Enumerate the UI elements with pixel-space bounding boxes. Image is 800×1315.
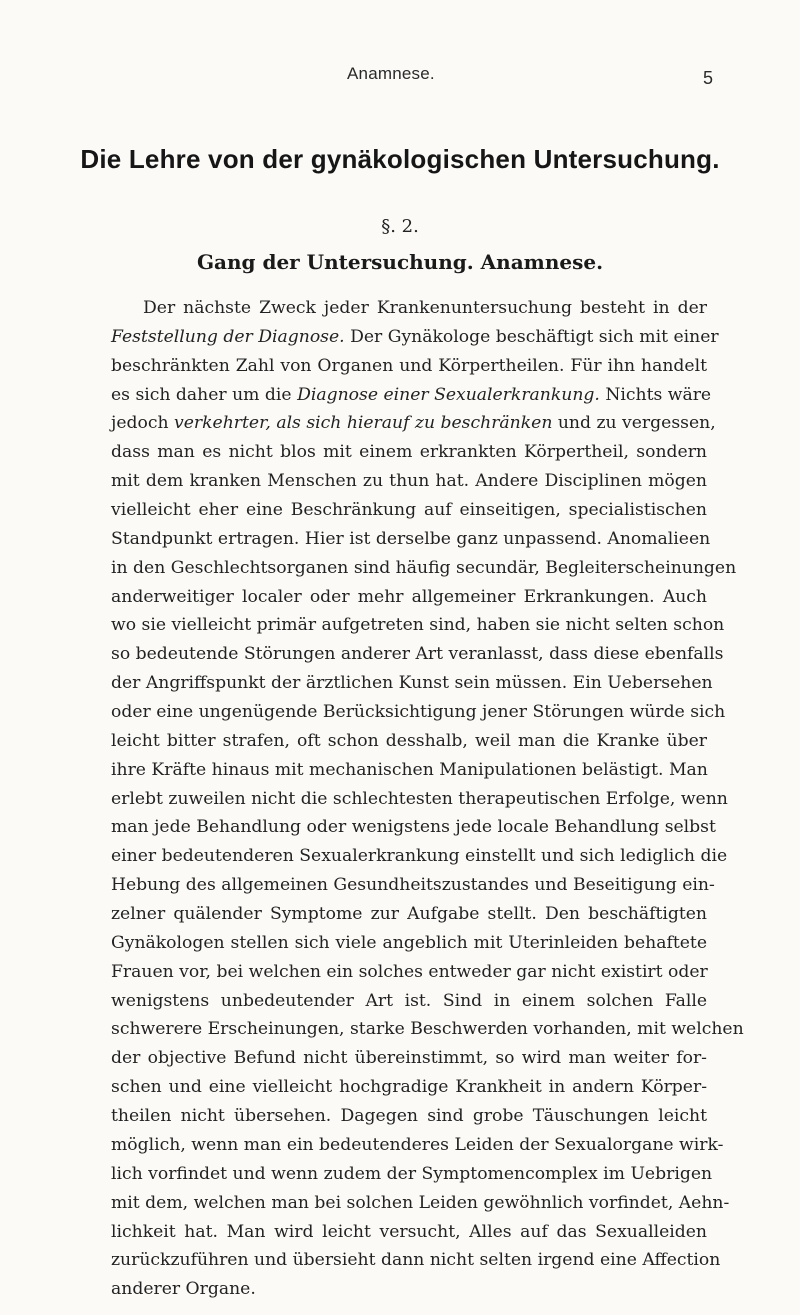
body-line (111, 409, 716, 438)
text-run: ihre Kräfte hinaus mit mechanischen Manipulationen belästigt. Man (111, 759, 708, 780)
text-run: Hebung des allgemeinen Gesundheitszustandes und Beseitigung ein- (111, 875, 715, 896)
body-line (111, 611, 725, 640)
text-run: Der Gynäkologe beschäftigt sich mit einer (344, 326, 719, 347)
body-line (111, 1102, 707, 1131)
text-run: wenigstens unbedeutender Art ist. Sind in einem solchen Falle (111, 990, 707, 1011)
section-number: §. 2. (381, 216, 419, 237)
body-line (111, 554, 737, 583)
body-line (111, 756, 707, 785)
text-run: es sich daher um die (111, 384, 298, 405)
body-line (111, 352, 707, 381)
text-run: Der nächste Zweck jeder Krankenuntersuchung besteht in der (143, 298, 707, 318)
body-line (111, 640, 724, 669)
text-run: Standpunkt ertragen. Hier ist derselbe ganz unpassend. Anomalieen (111, 528, 711, 549)
body-line (111, 698, 726, 727)
body-line (111, 727, 707, 756)
text-run: schen und eine vielleicht hochgradige Krankheit in andern Körper- (111, 1077, 707, 1098)
text-run: Nichts wäre (599, 384, 712, 405)
text-run: zurückzuführen und übersieht dann nicht selten irgend eine Affection (111, 1250, 721, 1271)
text-run: erlebt zuweilen nicht die schlechtesten therapeutischen Erfolge, wenn (111, 788, 728, 809)
body-line (111, 1131, 724, 1160)
text-run: vielleicht eher eine Beschränkung auf einseitigen, specialistischen (111, 500, 707, 521)
body-line (111, 583, 707, 612)
text-run: beschränkten Zahl von Organen und Körpertheilen. Für ihn handelt (111, 355, 707, 376)
body-line (111, 813, 716, 842)
emphasis-run: verkehrter, als sich hierauf zu beschränken (174, 413, 553, 434)
text-run: jedoch (111, 413, 175, 434)
body-line (111, 1189, 730, 1218)
text-run: und zu vergessen, (552, 413, 716, 434)
body-line (111, 1160, 713, 1189)
body-line (111, 842, 728, 871)
running-head-title: Anamnese. (347, 64, 435, 83)
body-line (111, 1218, 707, 1247)
emphasis-run: Diagnose einer Sexualerkrankung. (297, 384, 600, 405)
chapter-title: Die Lehre von der gynäkologischen Untersuchung. (80, 144, 720, 174)
text-run: mit dem, welchen man bei solchen Leiden gewöhnlich vorfindet, Aehn- (111, 1192, 730, 1213)
body-line (111, 438, 707, 467)
body-line (111, 525, 711, 554)
page-number: 5 (703, 68, 714, 88)
text-run: Gynäkologen stellen sich viele angeblich mit Uterinleiden behaftete (111, 932, 707, 953)
body-line (111, 929, 707, 958)
text-run: man jede Behandlung oder wenigstens jede locale Behandlung selbst (111, 817, 716, 838)
body-line (111, 1015, 744, 1044)
text-run: wo sie vielleicht primär aufgetreten sind, haben sie nicht selten schon (111, 615, 725, 636)
text-run: leicht bitter strafen, oft schon desshalb, weil man die Kranke über (111, 730, 707, 751)
body-text (111, 294, 744, 1304)
body-line (111, 958, 707, 987)
text-run: lich vorfindet und wenn zudem der Symptomencomplex im Uebrigen (111, 1163, 713, 1184)
text-run: so bedeutende Störungen anderer Art veranlasst, dass diese ebenfalls (111, 644, 724, 665)
body-line (111, 1246, 721, 1275)
text-run: dass man es nicht blos mit einem erkrankten Körpertheil, sondern (111, 442, 707, 463)
body-line (111, 496, 707, 525)
text-run: zelner quälender Symptome zur Aufgabe stellt. Den beschäftigten (111, 904, 707, 925)
text-run: oder eine ungenügende Berücksichtigung jener Störungen würde sich (111, 702, 726, 723)
body-line (111, 323, 719, 352)
text-run: Frauen vor, bei welchen ein solches entweder gar nicht existirt oder (111, 961, 708, 982)
body-line (111, 1044, 707, 1073)
body-line (111, 381, 712, 410)
body-line (111, 871, 715, 900)
text-run: der objective Befund nicht übereinstimmt, so wird man weiter for- (111, 1048, 707, 1069)
text-run: schwerere Erscheinungen, starke Beschwerden vorhanden, mit welchen (111, 1019, 744, 1040)
body-line (111, 1073, 707, 1102)
body-line (111, 1275, 707, 1304)
text-run: anderer Organe. (111, 1279, 256, 1300)
running-head (0, 64, 800, 88)
body-line (111, 294, 707, 323)
text-run: anderweitiger localer oder mehr allgemeiner Erkrankungen. Auch (111, 586, 707, 607)
emphasis-run: Feststellung der Diagnose. (111, 326, 345, 347)
text-run: lichkeit hat. Man wird leicht versucht, Alles auf das Sexualleiden (111, 1221, 707, 1242)
text-run: in den Geschlechtsorganen sind häufig secundär, Begleiterscheinungen (111, 557, 737, 578)
section-title: Gang der Untersuchung. Anamnese. (196, 250, 604, 274)
body-line (111, 467, 707, 496)
text-run: der Angriffspunkt der ärztlichen Kunst sein müssen. Ein Uebersehen (111, 673, 713, 694)
body-line (111, 900, 707, 929)
body-line (111, 669, 713, 698)
body-line (111, 785, 728, 814)
text-run: einer bedeutenderen Sexualerkrankung einstellt und sich lediglich die (111, 846, 728, 867)
text-run: mit dem kranken Menschen zu thun hat. Andere Disciplinen mögen (111, 471, 707, 492)
body-line (111, 987, 707, 1016)
text-run: möglich, wenn man ein bedeutenderes Leiden der Sexualorgane wirk- (111, 1134, 724, 1155)
text-run: theilen nicht übersehen. Dagegen sind grobe Täuschungen leicht (111, 1106, 707, 1127)
